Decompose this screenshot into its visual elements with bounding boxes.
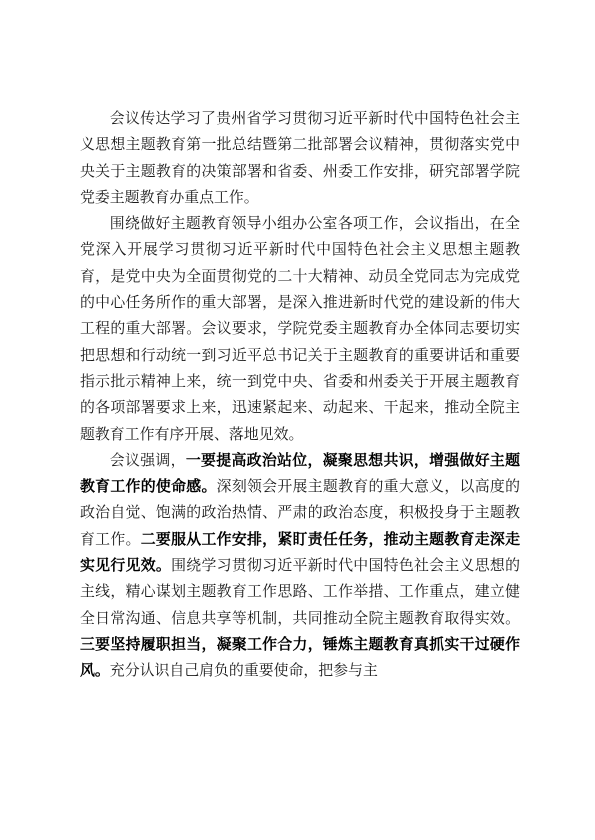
paragraph-1 xyxy=(80,105,520,210)
document-body xyxy=(80,105,520,684)
paragraph-1-text: 会议传达学习了贵州省学习贯彻习近平新时代中国特色社会主义思想主题教育第一批总结暨第二批部署会议精神，贯彻落实党中央关于主题教育的决策部署和省委、州委工作安排，研究部署学院党委主题教育办重点工作。 xyxy=(80,109,520,206)
point-3-body: 充分认识自己肩负的重要使命，把参与主 xyxy=(109,661,378,680)
point-1-body: 深刻领会开展主题教育的重大意义，以高度的政治自觉、饱满的政治热情、严肃的政治态度，积极投身于主题教育工作。 xyxy=(80,477,520,548)
point-2-heading: 二要服从工作安排，紧盯责任任务，推动主题教育走深走实见行见效。 xyxy=(80,529,520,575)
paragraph-2-text: 围绕做好主题教育领导小组办公室各项工作，会议指出，在全党深入开展学习贯彻习近平新时代中国特色社会主义思想主题教育，是党中央为全面贯彻党的二十大精神、动员全党同志为完成党的中心任务所作的重大部署，是深入推进新时代党的建设新的伟大工程的重大部署。会议要求，学院党委主题教育办全体同志要切实把思想和行动统一到习近平总书记关于主题教育的重要讲话和重要指示批示精神上来，统一到党中央、省委和州委关于开展主题教育的各项部署要求上来，迅速紧起来、动起来、干起来，推动全院主题教育工作有序开展、落地见效。 xyxy=(80,214,520,443)
paragraph-3 xyxy=(80,447,520,684)
point-2-body: 围绕学习贯彻习近平新时代中国特色社会主义思想的主线，精心谋划主题教育工作思路、工作举措、工作重点，建立健全日常沟通、信息共享等机制，共同推动全院主题教育取得实效。 xyxy=(80,556,520,627)
point-3-heading: 三要坚持履职担当，凝聚工作合力，锤炼主题教育真抓实干过硬作风。 xyxy=(80,634,520,680)
paragraph-2 xyxy=(80,210,520,447)
point-1-heading: 一要提高政治站位，凝聚思想共识，增强做好主题教育工作的使命感。 xyxy=(80,450,520,496)
paragraph-3-intro: 会议强调， xyxy=(109,450,186,469)
